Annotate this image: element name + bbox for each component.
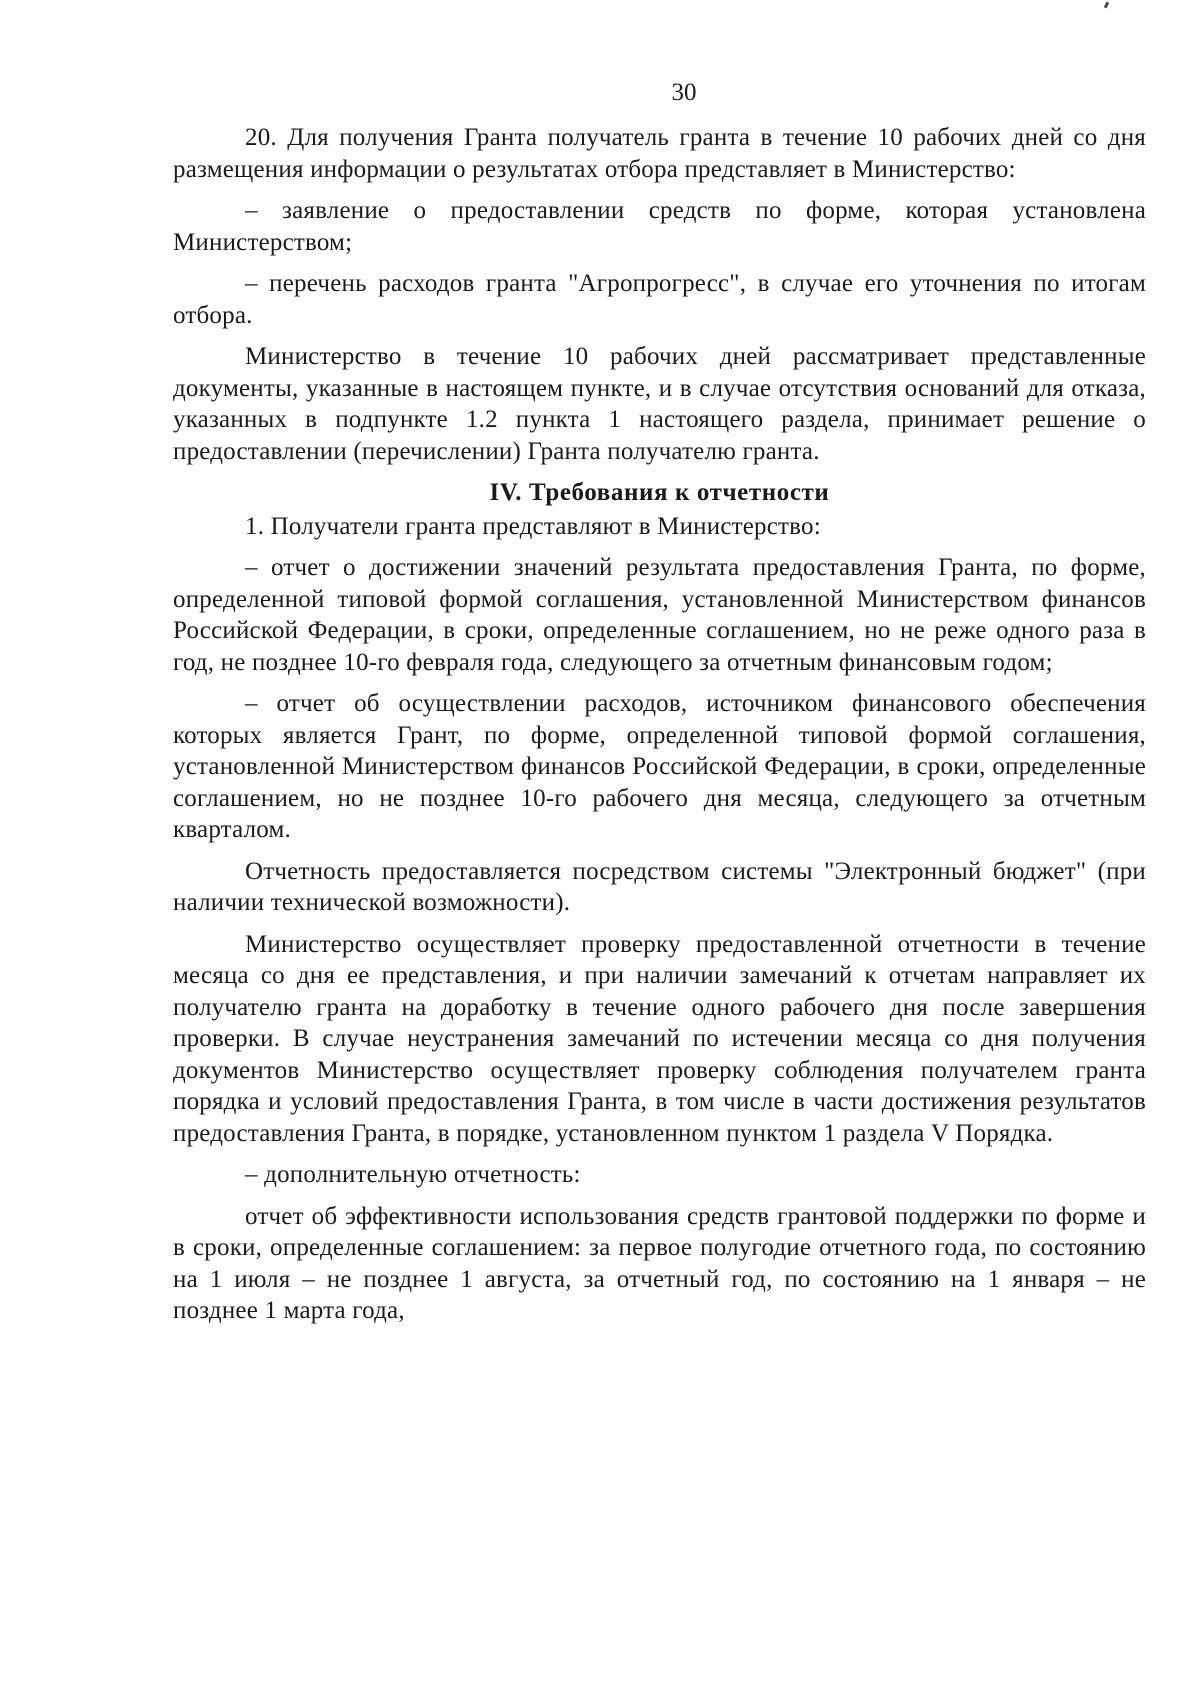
section-heading: IV. Требования к отчетности [489,479,830,506]
document-body [173,122,1146,1327]
page-number: 30 [671,79,697,106]
list-item-additional-reporting: – дополнительную отчетность: [245,1161,581,1188]
paragraph-20: 20. Для получения Гранта получатель гранта в течение 10 рабочих дней со дня размещения информации о результатах отбора представляет в Министерство: [173,124,1146,183]
list-item-report-results: – отчет о достижении значений результата предоставления Гранта, по форме, определенной типовой формой соглашения, установленной Министерством финансов Российской Федерации, в сроки, определенные соглашением, но не реже одного раза в год, не позднее 10-го февраля года, следующего за отчетным финансовым годом; [173,554,1146,676]
paragraph-ministry-review: Министерство в течение 10 рабочих дней рассматривает представленные документы, указанные в настоящем пункте, и в случае отсутствия оснований для отказа, указанных в подпункте 1.2 пункта 1 настоящего раздела, принимает решение о предоставлении (перечислении) Гранта получателю гранта. [173,343,1146,465]
list-item-expenses: – перечень расходов гранта "Агропрогресс", в случае его уточнения по итогам отбора. [173,270,1146,329]
paragraph-electronic-budget: Отчетность предоставляется посредством системы "Электронный бюджет" (при наличии технической возможности). [173,857,1146,916]
list-item-application: – заявление о предоставлении средств по форме, которая установлена Министерством; [173,197,1146,256]
scan-mark [1104,2,1109,9]
list-item-report-expenses: – отчет об осуществлении расходов, источником финансового обеспечения которых является Грант, по форме, определенной типовой формой соглашения, установленной Министерством финансов Российской Федерации, в сроки, определенные соглашением, но не позднее 10-го рабочего дня месяца, следующего за отчетным кварталом. [173,690,1146,843]
paragraph-1: 1. Получатели гранта представляют в Министерство: [245,512,821,540]
paragraph-ministry-check: Министерство осуществляет проверку предоставленной отчетности в течение месяца со дня ее представления, и при наличии замечаний к отчетам направляет их получателю гранта на доработку в течение одного рабочего дня после завершения проверки. В случае неустранения замечаний по истечении месяца со дня получения документов Министерство осуществляет проверку соблюдения получателем гранта порядка и условий предоставления Гранта, в том числе в части достижения результатов предоставления Гранта, в порядке, установленном пунктом 1 раздела V Порядка. [173,930,1146,1147]
paragraph-efficiency-report: отчет об эффективности использования средств грантовой поддержки по форме и в сроки, определенные соглашением: за первое полугодие отчетного года, по состоянию на 1 июля – не позднее 1 августа, за отчетный год, по состоянию на 1 января – не позднее 1 марта года, [173,1202,1146,1324]
